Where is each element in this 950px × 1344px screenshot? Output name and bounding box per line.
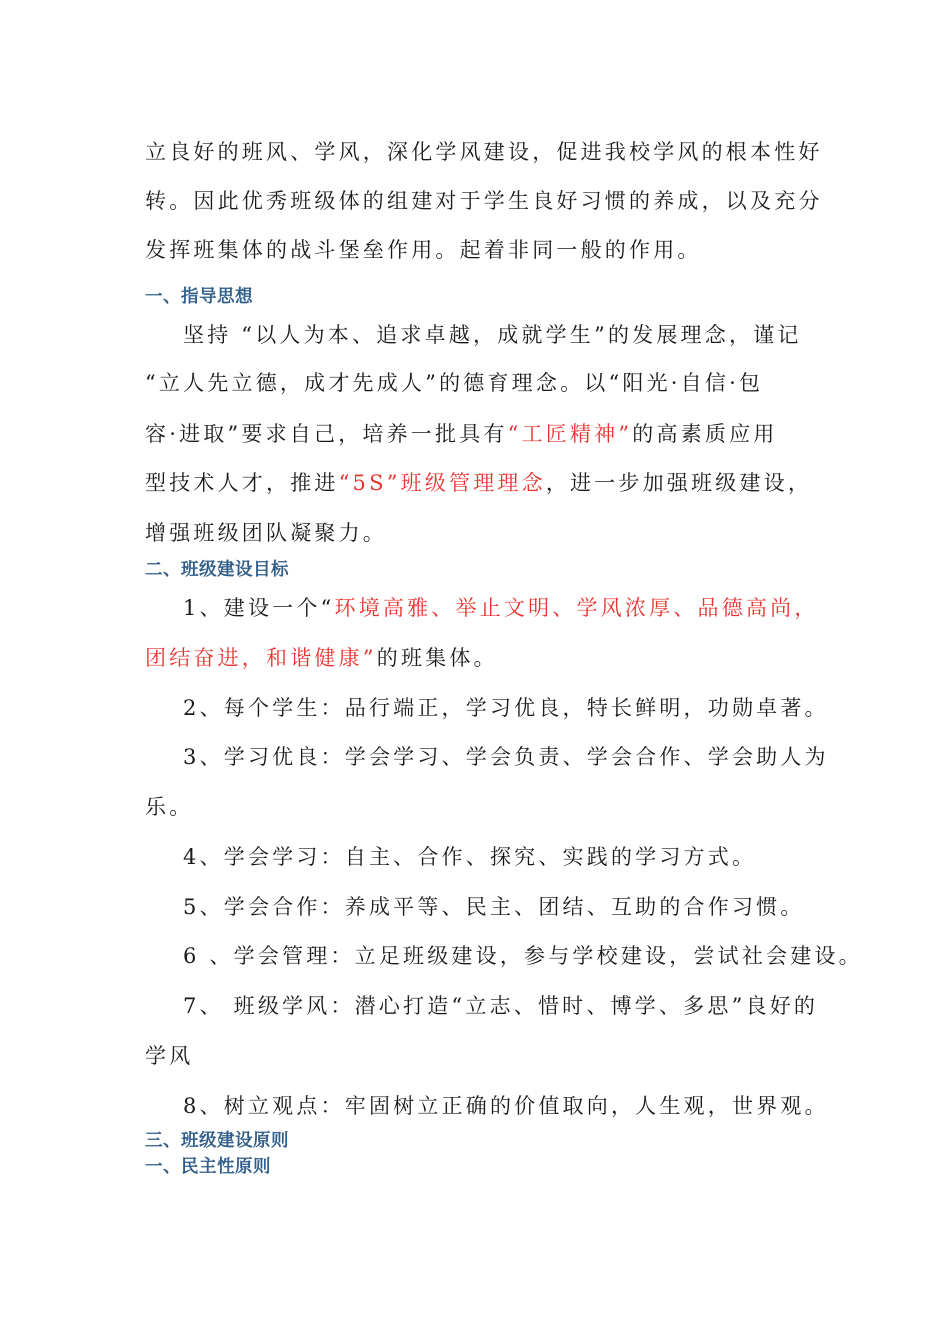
section-heading-class-goals: 二、班级建设目标: [145, 560, 289, 580]
guiding-line-4-text-b: ，进一步加强班级建设，: [545, 471, 813, 495]
guiding-line-5: 增强班级团队凝聚力。: [145, 521, 387, 545]
goal-item-3-line-1: 3、学习优良：学会学习、学会负责、学会合作、学会助人为: [183, 745, 829, 769]
guiding-line-4: [145, 468, 812, 498]
section-heading-guiding-ideology: 一、指导思想: [145, 287, 253, 307]
goal-item-1-line-1: [183, 593, 819, 623]
craftsman-spirit-highlight: “工匠精神”: [507, 422, 633, 446]
section-heading-class-principles: 三、班级建设原则: [145, 1131, 289, 1151]
intro-line-1: 立良好的班风、学风，深化学风建设，促进我校学风的根本性好: [145, 140, 823, 164]
intro-line-3: 发挥班集体的战斗堡垒作用。起着非同一般的作用。: [145, 238, 702, 262]
goal-item-4: 4、学会学习：自主、合作、探究、实践的学习方式。: [183, 845, 757, 869]
guiding-line-3: [145, 419, 778, 449]
goal-item-1-highlight-2: 团结奋进，和谐健康”: [145, 646, 377, 670]
goal-item-7-line-1: 7、 班级学风：潜心打造“立志、惜时、博学、多思”良好的: [183, 994, 819, 1018]
goal-item-5: 5、学会合作：养成平等、民主、团结、互助的合作习惯。: [183, 895, 805, 919]
goal-item-8: 8、树立观点：牢固树立正确的价值取向，人生观，世界观。: [183, 1094, 829, 1118]
goal-item-1-text-b: 的班集体。: [376, 646, 498, 670]
5s-management-highlight: “5S”班级管理理念: [338, 471, 546, 495]
goal-item-1-text-a: 1、建设一个“: [183, 596, 335, 620]
guiding-line-3-text-a: 容·进取”要求自己，培养一批具有: [145, 422, 508, 446]
goal-item-3-line-2: 乐。: [145, 795, 194, 819]
intro-line-2: 转。因此优秀班级体的组建对于学生良好习惯的养成，以及充分: [145, 189, 823, 213]
goal-item-1-highlight-1: 环境高雅、举止文明、学风浓厚、品德高尚，: [334, 596, 819, 620]
guiding-line-1: 坚持 “以人为本、追求卓越，成就学生”的发展理念，谨记: [183, 323, 802, 347]
goal-item-7-line-2: 学风: [145, 1044, 194, 1068]
goal-item-1-line-2: [145, 643, 498, 673]
subheading-democratic-principle: 一、民主性原则: [145, 1157, 271, 1177]
guiding-line-3-text-b: 的高素质应用: [632, 422, 778, 446]
guiding-line-2: “立人先立德，成才先成人”的德育理念。以“阳光·自信·包: [145, 371, 764, 395]
goal-item-6: 6 、学会管理：立足班级建设，参与学校建设，尝试社会建设。: [183, 944, 863, 968]
guiding-line-4-text-a: 型技术人才，推进: [145, 471, 339, 495]
goal-item-2: 2、每个学生：品行端正，学习优良，特长鲜明，功勋卓著。: [183, 696, 829, 720]
